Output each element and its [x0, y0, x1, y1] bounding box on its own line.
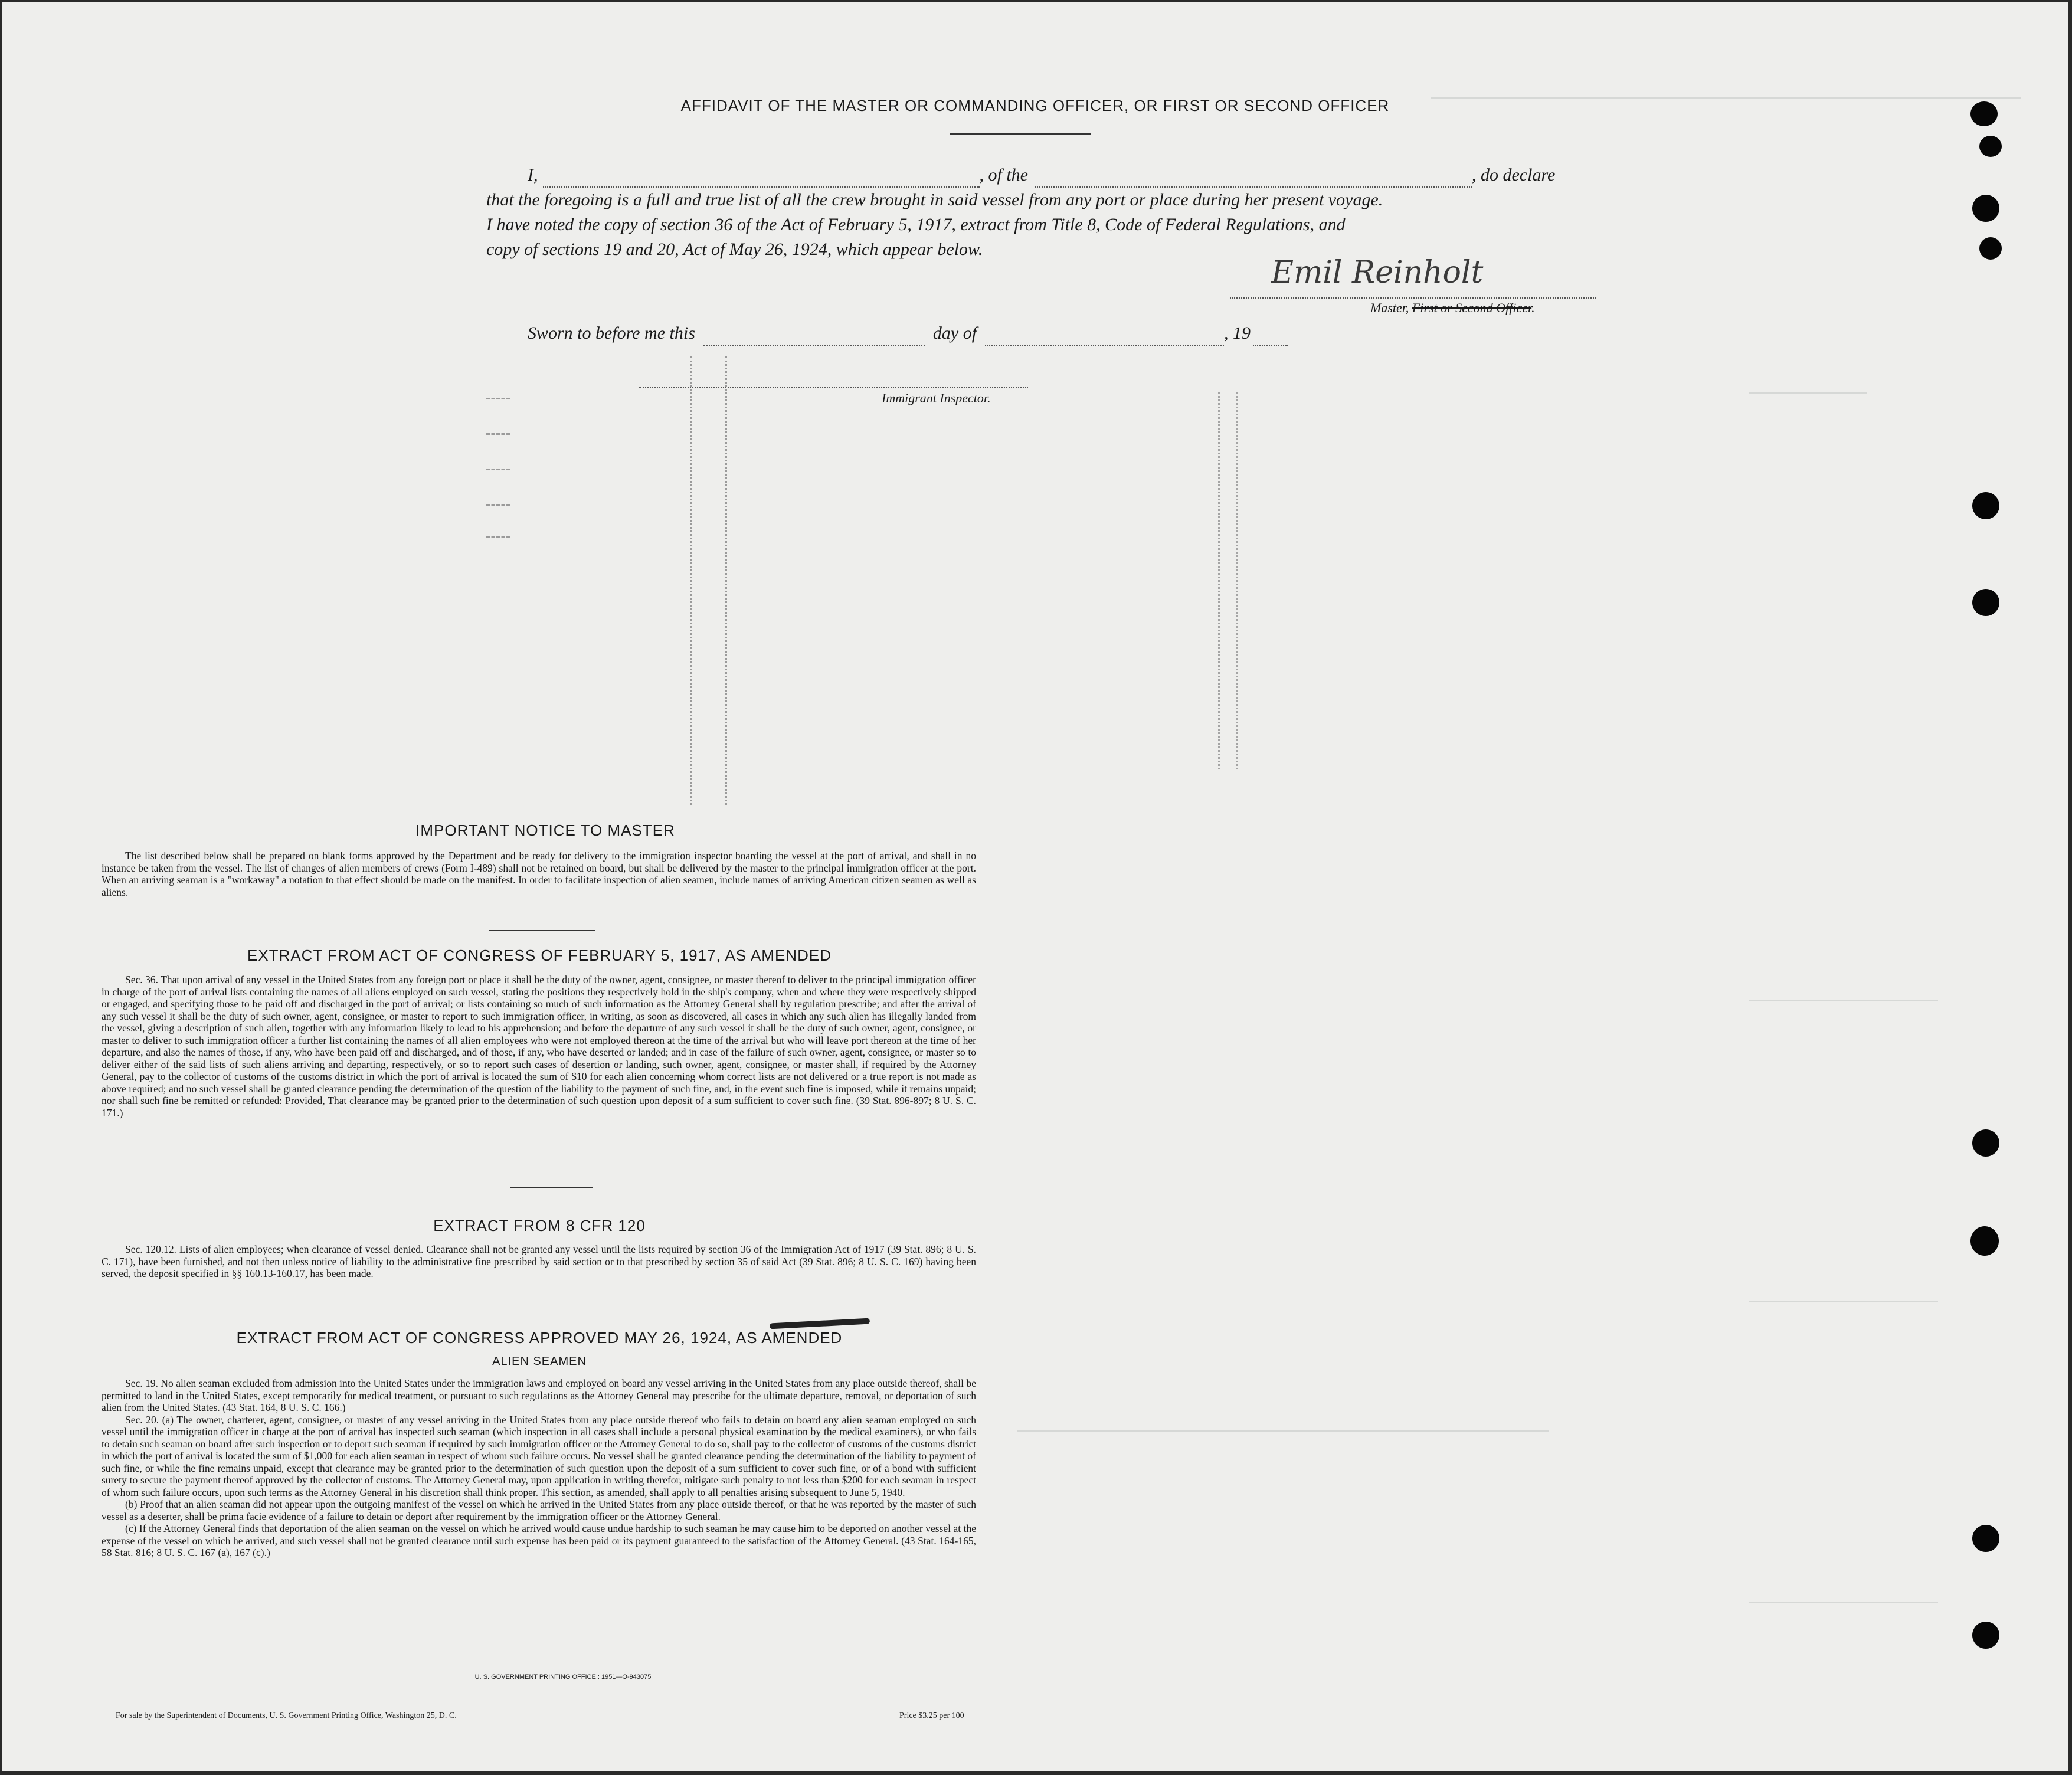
declaration-line-4: copy of sections 19 and 20, Act of May 26, 1924, which appear below. [486, 240, 983, 259]
tick-row [486, 398, 510, 401]
declaration-line-2: that the foregoing is a full and true list of all the crew brought in said vessel from any port or place during her present voyage. [486, 190, 1383, 209]
punch-hole [1970, 101, 1998, 126]
of-the-label: , of the [979, 165, 1028, 185]
ink-smudge [770, 1318, 870, 1329]
master-label-prefix: Master, [1370, 300, 1409, 315]
punch-hole [1979, 136, 2002, 157]
tick-row [486, 433, 510, 437]
notice-text: The list described below shall be prepared on blank forms approved by the Department and be ready for delivery to the immigration inspector boarding the vessel at the port of arrival, and shall in no instance be taken from the vessel. The list of changes of alien members of crews (Form I-489) shall not be retained on board, but shall be delivered by the master to the principal immigration officer at the port. When an arriving seaman is a "workaway" a notation to that effect should be made on the manifest. In order to facilitate inspection of alien seamen, include names of arriving American citizen seamen as well as aliens. [102, 850, 976, 898]
declarant-name-field[interactable] [543, 171, 980, 188]
declaration-line-3: I have noted the copy of section 36 of the Act of February 5, 1917, extract from Title 8, Code of Federal Regulations, and [486, 215, 1346, 234]
punch-hole [1972, 1129, 1999, 1157]
tick-row [486, 536, 510, 540]
extract-1924-title: EXTRACT FROM ACT OF CONGRESS APPROVED MAY 26, 1924, AS AMENDED [236, 1329, 843, 1347]
master-signature: Emil Reinholt [1271, 255, 1484, 290]
sworn-day-field[interactable] [703, 329, 925, 346]
declarant-label: I, [528, 165, 538, 185]
extract-1917-text: Sec. 36. That upon arrival of any vessel in the United States from any foreign port or place it shall be the duty of the owner, agent, consignee, or master thereof to deliver to the principal immigration officer in charge of the port of arrival lists containing the names of all aliens employed on such vessel, stating the positions they respectively hold in the ship's company, when and where they were respectively shipped or engaged, and specifying those to be paid off and discharged in the port of arrival; or lists containing so much of such information as the Attorney General shall by regulation prescribe; and after the arrival of any such vessel it shall be the duty of such owner, agent, consignee, or master to report to such immigration officer, in writing, as soon as discovered, all cases in which any such alien has illegally landed from the vessel, giving a description of such alien, together with any information likely to lead to his apprehension; and before the departure of any such vessel it shall be the duty of such owner, agent, consignee, or master to deliver to such immigration officer a further list containing the names of all alien employees who were not employed thereon at the time of the arrival but who will leave port thereon at the time of her departure, and also the names of those, if any, who have been paid off and discharged, and of those, if any, who have deserted or landed; and in case of the failure of such owner, agent, consignee, or master so to deliver either of the said lists of such aliens arriving and departing, respectively, or so to report such cases of desertion or landing, such owner, agent, consignee, or master shall, if required by the Attorney General, pay to the collector of customs of the customs district in which the port of arrival is located the sum of $10 for each alien concerning whom correct lists are not delivered or a true report is not made as above required; and no such vessel shall be granted clearance pending the determination of the question of the liability to the payment of such fine, and, in the event such fine is imposed, while it remains unpaid; nor shall such fine be remitted or refunded: Provided, That clearance may be granted prior to the determination of such question upon deposit of a sum sufficient to cover such fine. (39 Stat. 896-897; 8 U. S. C. 171.) [102, 974, 976, 1119]
footer-price: Price $3.25 per 100 [899, 1711, 964, 1720]
notice-title: IMPORTANT NOTICE TO MASTER [415, 821, 675, 839]
inspector-label: Immigrant Inspector. [882, 391, 991, 405]
inspector-signature-line[interactable] [639, 387, 1028, 388]
bleed-through-rule [1749, 1000, 1938, 1001]
punch-hole [1972, 195, 1999, 222]
extract-8cfr-title: EXTRACT FROM 8 CFR 120 [433, 1217, 646, 1234]
tick-column [1218, 392, 1222, 769]
affidavit-title-rule [950, 133, 1091, 135]
punch-hole [1972, 1622, 1999, 1649]
bleed-through-rule [1749, 1602, 1938, 1603]
punch-hole [1979, 237, 2002, 260]
punch-hole [1972, 1525, 1999, 1552]
year-label: , 19 [1224, 323, 1251, 343]
sec-19-text: Sec. 19. No alien seaman excluded from admission into the United States under the immigration laws and employed on board any vessel arriving in the United States from any place outside thereof, shall be permitted to land in the United States, except temporarily for medical treatment, or pursuant to such regulations as the Attorney General may prescribe for the ultimate departure, removal, or deportation of such alien from the United States. (43 Stat. 164, 8 U. S. C. 166.) [102, 1377, 976, 1413]
sec-20b-text: (b) Proof that an alien seaman did not appear upon the outgoing manifest of the vessel on which he arrived in the United States from any place outside thereof, or that he was reported by the master of such vessel as a deserter, shall be prima facie evidence of a failure to detain or deport after requirement by the immigration officer or the Attorney General. [102, 1498, 976, 1522]
alien-seamen-subtitle: ALIEN SEAMEN [492, 1355, 587, 1368]
bleed-through-rule [1749, 392, 1867, 394]
extract-1924-body [102, 1377, 976, 1559]
footer-sale-note: For sale by the Superintendent of Documents, U. S. Government Printing Office, Washington 25, D. C. [116, 1711, 457, 1720]
sworn-line [528, 321, 1413, 346]
punch-hole [1972, 492, 1999, 519]
extract-8cfr-text: Sec. 120.12. Lists of alien employees; when clearance of vessel denied. Clearance shall not be granted any vessel until the lists required by section 36 of the Immigration Act of 1917 (39 Stat. 896; 8 U. S. C. 171), have been furnished, and not then unless notice of liability to the administrative fine prescribed by said section or to that prescribed by section 35 of said Act (39 Stat. 896; 8 U. S. C. 169) having been served, the deposit specified in §§ 160.13-160.17, has been made. [102, 1243, 976, 1279]
sworn-label: Sworn to before me this [528, 323, 695, 343]
extract-1917-title: EXTRACT FROM ACT OF CONGRESS OF FEBRUARY 5, 1917, AS AMENDED [247, 947, 832, 964]
bleed-through-rule [1749, 1301, 1938, 1302]
punch-hole [1972, 589, 1999, 616]
declaration-line-1 [486, 163, 1602, 188]
document-page [2, 2, 2068, 1771]
vessel-name-field[interactable] [1035, 171, 1472, 188]
sec-20c-text: (c) If the Attorney General finds that deportation of the alien seaman on the vessel on which he arrived would cause undue hardship to such seaman he may cause him to be deported on another vessel at the expense of the vessel on which he arrived, and such vessel shall not be granted clearance until such expense has been paid or its payment guaranteed to the satisfaction of the Attorney General. (43 Stat. 164-165, 58 Stat. 816; 8 U. S. C. 167 (a), 167 (c).) [102, 1522, 976, 1558]
master-title-label [1370, 300, 1535, 316]
master-label-suffix: . [1531, 300, 1535, 315]
tick-row [486, 504, 510, 507]
tick-column [1236, 392, 1240, 769]
tick-column [725, 356, 729, 805]
sworn-month-field[interactable] [985, 329, 1224, 346]
sworn-year-field[interactable] [1253, 329, 1288, 346]
extract-1917-rule [510, 1187, 593, 1188]
day-of-label: day of [932, 323, 977, 343]
printing-office-note: U. S. GOVERNMENT PRINTING OFFICE : 1951—O-943075 [474, 1674, 652, 1681]
punch-hole [1970, 1226, 1999, 1256]
notice-rule [489, 930, 595, 931]
signature-line[interactable] [1230, 297, 1596, 299]
do-declare-label: , do declare [1472, 165, 1556, 185]
master-label-struck: First or Second Officer [1412, 300, 1532, 315]
affidavit-title: AFFIDAVIT OF THE MASTER OR COMMANDING OFFICER, OR FIRST OR SECOND OFFICER [680, 97, 1390, 114]
sec-20a-text: Sec. 20. (a) The owner, charterer, agent, consignee, or master of any vessel arriving in the United States from any place outside thereof who fails to detain on board any alien seaman employed on such vessel until the immigration officer in charge at the port of arrival has inspected such seaman (which inspection in all cases shall include a personal physical examination by the medical examiners), or who fails to detain such seaman on board after such inspection or to deport such seaman if required by such immigration officer or the Attorney General to do so, shall pay to the collector of customs of the customs district in which the port of arrival is located the sum of $1,000 for each alien seaman in respect of whom such failure occurs. No vessel shall be granted clearance pending the determination of the liability to payment of such fine, or while the fine remains unpaid, except that clearance may be granted prior to the determination of such question upon the deposit of a sum sufficient to cover such fine, or of a bond with sufficient surety to secure the payment thereof approved by the collector of customs. The Attorney General may, upon application in writing therefor, mitigate such penalty to not less than $200 for each seaman in respect of whom such failure occurs, upon such terms as the Attorney General in his discretion shall think proper. This section, as amended, shall apply to all penalties arising subsequent to June 5, 1940. [102, 1413, 976, 1498]
tick-row [486, 469, 510, 472]
affidavit-declaration [486, 163, 1602, 262]
bleed-through-rule [1017, 1430, 1549, 1432]
tick-column [690, 356, 694, 805]
